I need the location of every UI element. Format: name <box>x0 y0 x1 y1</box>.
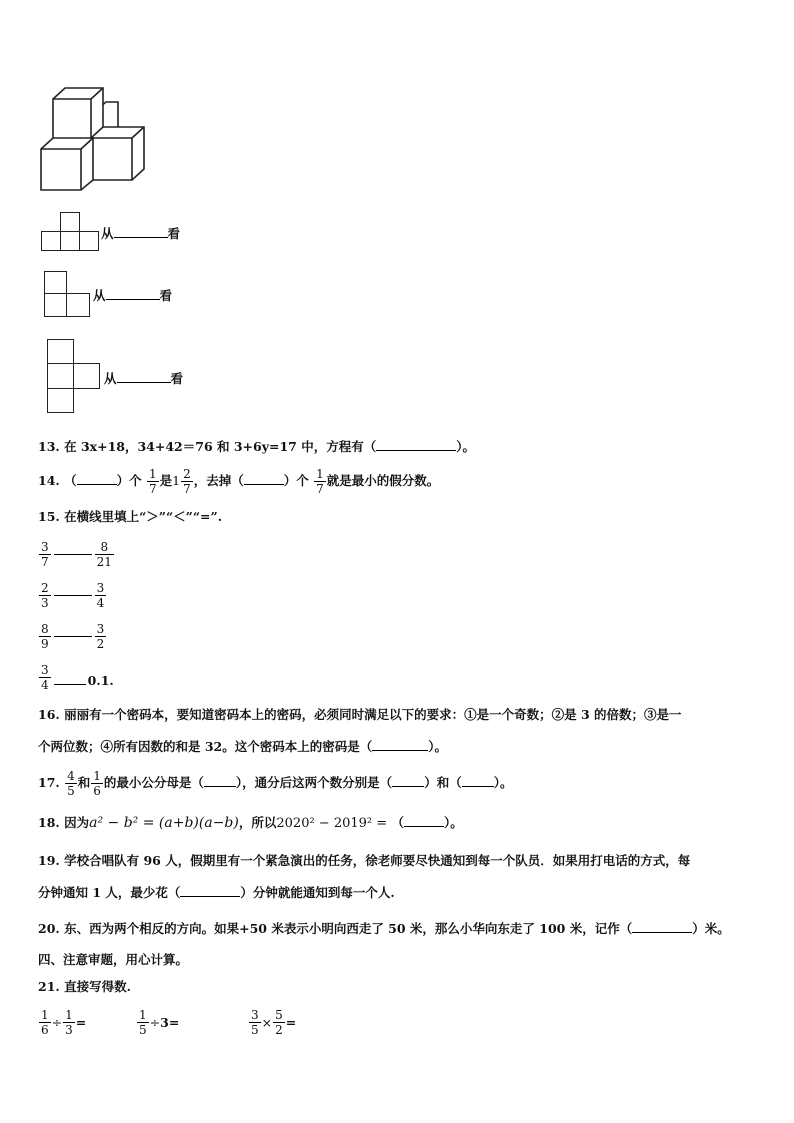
view-2-blank[interactable] <box>106 287 160 300</box>
view-3-suffix: 看 <box>170 371 184 386</box>
question-21 <box>38 978 131 996</box>
question-13 <box>38 438 475 456</box>
q13-close: ）。 <box>456 439 475 454</box>
q13-text: 在 3x+18，34+42＝76 和 3+6y=17 中，方程有（ <box>64 439 377 454</box>
q15-text: 在横线里填上“＞”“＜”“=”. <box>64 509 223 524</box>
question-14 <box>38 466 439 496</box>
q16-answer-blank[interactable] <box>372 738 428 751</box>
q17-blank-1[interactable] <box>204 774 236 787</box>
q19-line-1: 学校合唱队有 96 人，假期里有一个紧急演出的任务，徐老师要尽快通知到每一个队员．如果用打电话的方式，每 <box>64 853 691 868</box>
q21-calc-1: $\frac{1}{6}$ ÷ $\frac{1}{3}$ = <box>41 1008 87 1037</box>
question-18: 18. 因为a² − b² = (a+b)(a−b)，所以2020² − 2019² = （ ）。 <box>38 815 463 831</box>
question-15 <box>38 508 222 526</box>
view-3-blank[interactable] <box>117 370 171 383</box>
question-19 <box>38 852 690 870</box>
q14-number: 14. <box>38 473 60 488</box>
view-2-prefix: 从 <box>93 288 106 303</box>
q16-line-2: 个两位数；④所有因数的和是 32。这个密码本上的密码是（ <box>38 739 373 754</box>
q21-calc-2: $\frac{1}{5}$ ÷ 3 = <box>139 1008 180 1037</box>
q14-mixed-whole: 1 <box>172 473 181 488</box>
view-1-blank[interactable] <box>114 225 168 238</box>
q21-calc-3: $\frac{3}{5}$ × $\frac{5}{2}$ = <box>251 1008 297 1037</box>
q20-answer-blank[interactable] <box>632 920 692 933</box>
q19-number: 19. <box>38 853 60 868</box>
q19-answer-blank[interactable] <box>180 884 240 897</box>
q16-line-1: 丽丽有一个密码本，要知道密码本上的密码，必须同时满足以下的要求：①是一个奇数；②是 3 的倍数；③是一 <box>64 707 682 722</box>
q21-number: 21. <box>38 979 60 994</box>
q14-text-1: （ <box>64 473 77 488</box>
q15-compare-4: $\frac{3}{4}$ 0.1. <box>41 662 114 692</box>
q13-answer-blank[interactable] <box>376 438 456 451</box>
q14-text-5: ）个 <box>283 473 309 488</box>
q20-number: 20. <box>38 921 60 936</box>
q14-text-3: 是 <box>159 473 173 488</box>
q13-number: 13. <box>38 439 60 454</box>
q15-number: 15. <box>38 509 60 524</box>
q15-blank-1[interactable] <box>54 554 92 555</box>
q15-compare-1: $\frac{3}{7}$ $\frac{8}{21}$ <box>41 539 112 569</box>
q17-fraction-1: $\frac{4}{5}$ <box>67 769 75 798</box>
view-2-suffix: 看 <box>159 288 173 303</box>
q14-fraction-2: $\frac{2}{7}$ <box>183 467 191 496</box>
question-19-cont: 分钟通知 1 人，最少花（ ）分钟就能通知到每一个人. <box>38 885 395 900</box>
q15-blank-3[interactable] <box>54 636 92 637</box>
view-1-suffix: 看 <box>167 226 181 241</box>
section-4-heading: 四、注意审题，用心计算。 <box>38 952 189 967</box>
q18-formula: a² − b² = (a+b)(a−b) <box>89 815 239 831</box>
question-16-cont: 个两位数；④所有因数的和是 32。这个密码本上的密码是（ ）。 <box>38 739 448 754</box>
view-3-prefix: 从 <box>104 371 117 386</box>
q14-blank-1[interactable] <box>77 472 117 485</box>
q14-text-6: 就是最小的假分数。 <box>326 473 440 488</box>
q18-answer-blank[interactable] <box>404 814 444 827</box>
question-20: 20. 东、西为两个相反的方向。如果+50 米表示小明向西走了 50 米，那么小华向东走了 100 米，记作（ ）米。 <box>38 921 730 936</box>
q20-text: 东、西为两个相反的方向。如果+50 米表示小明向西走了 50 米，那么小华向东走了 100 米，记作（ <box>64 921 633 936</box>
q14-fraction-1: $\frac{1}{7}$ <box>149 467 157 496</box>
q15-compare-3: $\frac{8}{9}$ $\frac{3}{2}$ <box>41 621 105 651</box>
q14-text-2: ）个 <box>116 473 142 488</box>
q16-number: 16. <box>38 707 60 722</box>
q15-compare-2: $\frac{2}{3}$ $\frac{3}{4}$ <box>41 580 105 610</box>
q17-number: 17. <box>38 775 60 790</box>
question-16 <box>38 706 682 724</box>
q14-text-4: ，去掉（ <box>193 473 244 488</box>
view-1-prefix: 从 <box>101 226 114 241</box>
q15-blank-2[interactable] <box>54 595 92 596</box>
q14-blank-2[interactable] <box>244 472 284 485</box>
q18-number: 18. <box>38 815 60 830</box>
q17-blank-3[interactable] <box>462 774 494 787</box>
question-17: 17. $\frac{4}{5}$ 和 $\frac{1}{6}$ 的最小公分母是（ ），通分后这两个数分别是（ ）和（ ）。 <box>38 769 513 798</box>
cube-stack-figure <box>36 84 152 196</box>
q15-blank-4[interactable] <box>54 684 86 685</box>
q17-fraction-2: $\frac{1}{6}$ <box>93 769 101 798</box>
q19-line-2: 分钟通知 1 人，最少花（ <box>38 885 181 900</box>
q14-fraction-3: $\frac{1}{7}$ <box>316 467 324 496</box>
q21-text: 直接写得数. <box>64 979 131 994</box>
q18-expression: 2020² − 2019² = <box>276 816 388 831</box>
q17-blank-2[interactable] <box>392 774 424 787</box>
